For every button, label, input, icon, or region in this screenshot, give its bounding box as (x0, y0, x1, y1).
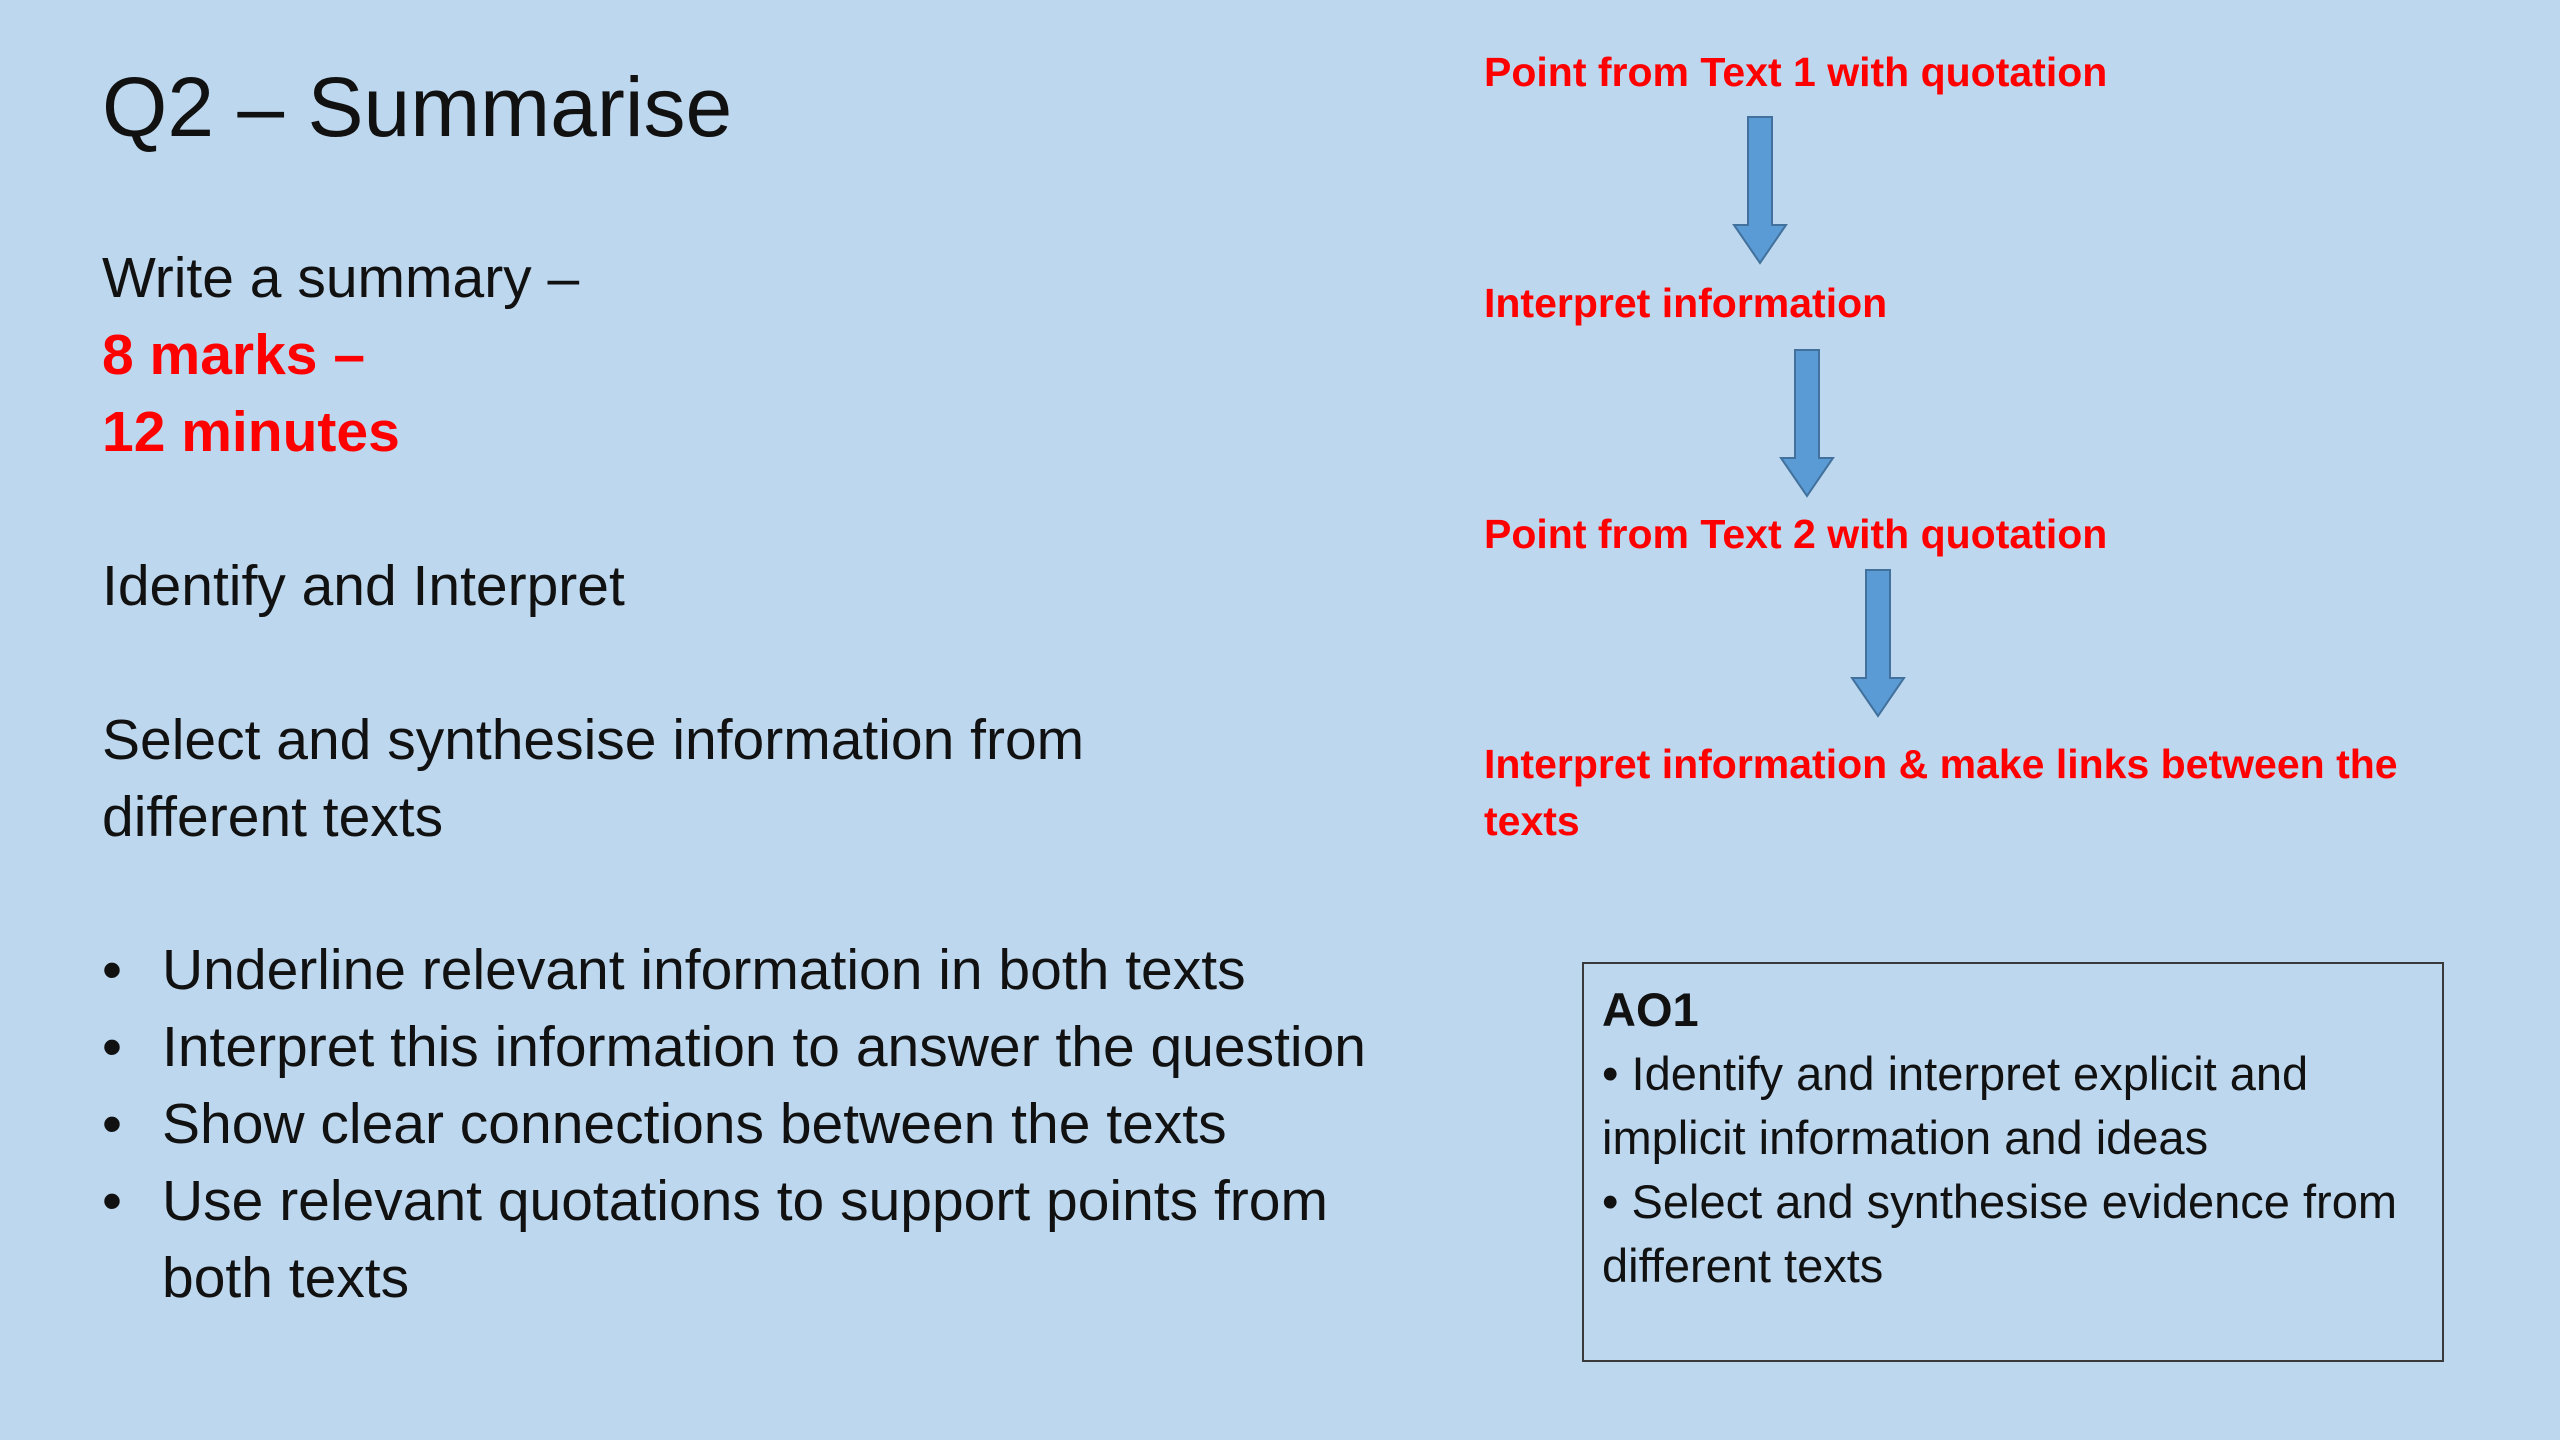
flow-step-point-text2: Point from Text 2 with quotation (1484, 511, 2108, 557)
instruction-list (102, 932, 1402, 1317)
identify-heading: Identify and Interpret (102, 554, 625, 618)
down-arrow-icon (1730, 115, 1790, 267)
list-item (102, 932, 1402, 1009)
marks-text: 8 marks – (102, 323, 366, 387)
list-item-text: Interpret this information to answer the question (162, 1015, 1366, 1079)
flow-step-interpret: Interpret information (1484, 280, 1888, 326)
ao1-box (1582, 962, 2444, 1362)
list-item-text: Show clear connections between the texts (162, 1092, 1227, 1156)
bullet-icon: • (102, 1092, 122, 1156)
summary-block (102, 240, 1402, 471)
ao1-item-select: • Select and synthesise evidence from different texts (1602, 1175, 2397, 1292)
ao1-title: AO1 (1602, 983, 1699, 1036)
list-item (102, 1163, 1402, 1317)
list-item (102, 1086, 1402, 1163)
list-item-text: Use relevant quotations to support points from both texts (162, 1169, 1328, 1310)
bullet-icon: • (102, 1169, 122, 1233)
summary-intro: Write a summary – (102, 246, 580, 310)
bullet-icon: • (102, 938, 122, 1002)
flow-step-point-text1: Point from Text 1 with quotation (1484, 49, 2108, 95)
list-item-text: Underline relevant information in both texts (162, 938, 1246, 1002)
flow-step-interpret-links: Interpret information & make links between the texts (1484, 741, 2398, 844)
list-item (102, 1009, 1402, 1086)
slide-title: Q2 – Summarise (102, 60, 733, 154)
bullet-icon: • (102, 1015, 122, 1079)
select-synthesise-text: Select and synthesise information from different texts (102, 708, 1085, 849)
ao1-item-identify: • Identify and interpret explicit and implicit information and ideas (1602, 1047, 2309, 1164)
down-arrow-icon (1848, 568, 1908, 720)
down-arrow-icon (1777, 348, 1837, 500)
minutes-text: 12 minutes (102, 400, 400, 464)
